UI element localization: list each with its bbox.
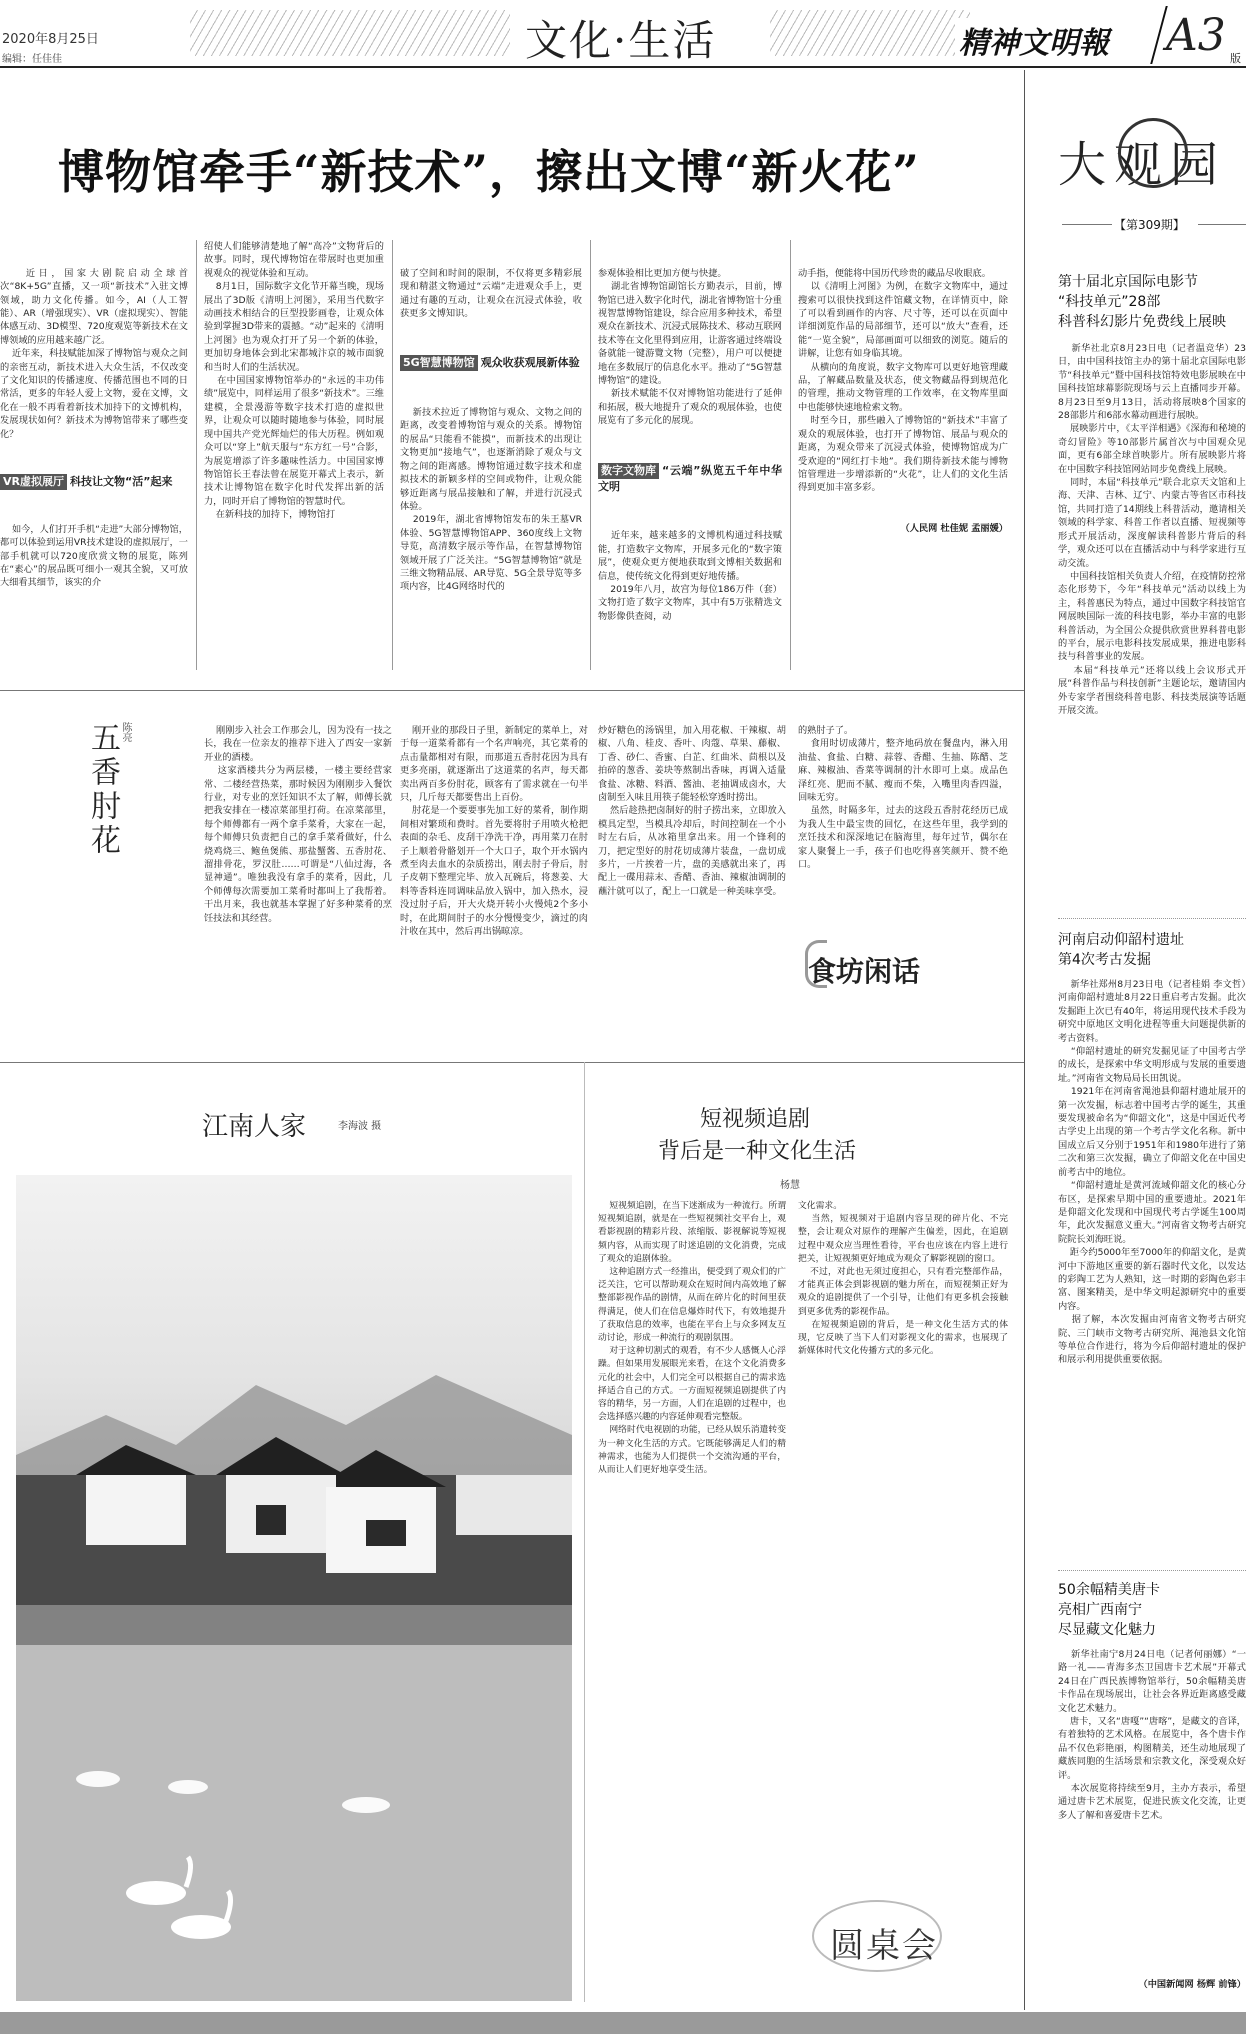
main-col-1	[0, 240, 188, 670]
sidebar-rule	[1024, 70, 1025, 2010]
subhead-text: 科技让文物“活”起来	[69, 474, 173, 488]
column-rule	[196, 240, 197, 670]
sidebar-a2-title-1: 河南启动仰韶村遗址	[1058, 932, 1184, 948]
essay-col-1: 刚刚步入社会工作那会儿，因为没有一技之长，我在一位亲友的推荐下进入了西安一家新开业的酒楼。 这家酒楼共分为两层楼，一楼主要经营家常、二楼经营热菜，那时候因为刚刚步入餐饮行业，对专业的烹饪知识不太了解，师傅长就把我安排在一楼凉菜部里打荷。在凉菜部里，每个师傅都有一两个拿手菜肴，大家在一起，每个师傅只负责把自己的拿手菜肴做好，什么烧鸡烧三、鲍鱼煲熊、那盐蟹酱、五香肘花、溜排骨花，罗汉肚……可谓是“八仙过海，各显神通”。唯独我没有拿手的菜肴，因此，几个师傅每次需要加工菜肴时都叫上了我帮着。干出月来，我也就基本掌握了好多种菜肴的烹饪技法和其经营。	[204, 725, 392, 924]
main-col-1-subhead	[0, 474, 188, 490]
sidebar-a1-title-1: 第十届北京国际电影节	[1058, 274, 1198, 290]
main-col-3-text-a: 破了空间和时间的限制，不仅将更多精彩展现和精湛文物通过“云端”走进观众手上，更通过有趣的互动，让观众在沉浸式体验，收获更多文博知识。	[400, 267, 582, 320]
sidebar-article-1	[1058, 272, 1246, 902]
essay-col-2: 刚开业的那段日子里，新制定的菜单上，对于每一道菜肴都有一个名声响亮，其它菜肴的点击量都相对有限，而那道五香肘花因为具有更多亮丽，就逐渐出了这道菜的名声，每天都卖出两百多份肘花，顾客有了需求就在一句半只，几斤每天都要售出上百份。 肘花是一个要要事先加工好的菜肴，制作期间相对繁琐和费时。首先要将肘子用喷火枪把表面的杂毛、皮刮干净洗干净，再用菜刀在肘子上顺着骨骼划开一个大口子，取个开水锅内煮至肉去血水的杂质捞出，刚去肘子骨后，肘子皮朝下整理完毕、放入瓦碗后，将葱姜、大料等香料连同调味品放入锅中，加入热水，浸没过肘子后，开大火烧开转小火慢炖2个多小时，在此期间肘子的水分慢慢变少，滴过的肉汁收在其中，然后再出锅晾凉。	[400, 725, 588, 938]
main-credit: （人民网 杜佳妮 孟丽媛）	[900, 522, 1008, 534]
roundtable-logo: 圆桌会	[830, 1926, 938, 1966]
masthead-rule	[0, 66, 1246, 68]
column-rule	[584, 1062, 585, 2002]
column-rule	[790, 240, 791, 670]
sidebar-a2-body: 新华社郑州8月23日电（记者桂娟 李文哲）河南仰韶村遗址8月22日重启考古发掘。此次发掘距上次已有40年，将运用现代技术手段为研究中原地区文明化进程等重大问题提供新的考古资料。 “仰韶村遗址的研究发掘见证了中国考古学的成长，是探索中华文明形成与发展的重要遗址。”河南省文物局局长田凯说。 1921年在河南省渑池县仰韶村遗址展开的第一次发掘，标志着中国考古学的诞生，其重要发现被命名为“仰韶文化”，这是中国近代考古学史上出现的第一个考古学文化名称。新中国成立后又分别于1951年和1980年进行了第二次和第三次发掘，确立了仰韶文化在中国史前考古中的地位。 “仰韶村遗址是黄河流域仰韶文化的核心分布区，是探索早期中国的重要遗址。2021年是仰韶文化发现和中国现代考古学诞生100周年，此次发掘意义重大。”河南省文物考古研究院院长刘海旺说。 距今约5000年至7000年的仰韶文化，是黄河中下游地区重要的新石器时代文化，以发达的彩陶工艺为人熟知，这一时期的彩陶色彩丰富、图案精美，是中华文明起源研究中的重要内容。 据了解，本次发掘由河南省文物考古研究院、三门峡市文物考古研究所、渑池县文化馆等单位合作进行，将为今后仰韶村遗址的保护和展示利用提供重要依据。	[1058, 979, 1246, 1366]
essay-title: 五香肘花	[85, 722, 120, 858]
page-number: A3	[1166, 10, 1226, 61]
subhead-text: 观众收获观展新体验	[480, 356, 580, 370]
sidebar-logo-ring	[1118, 118, 1188, 188]
issue-rule-right	[1198, 224, 1246, 225]
editor: 编辑：任佳佳	[2, 54, 62, 65]
sidebar-divider	[1058, 918, 1246, 919]
column-rule	[392, 240, 393, 670]
photo-top-rule	[0, 1062, 1025, 1063]
roundtable-title-1: 短视频追剧	[700, 1107, 811, 1132]
section-title: 文化·生活	[515, 8, 726, 68]
main-col-5-text: 动手指，便能将中国历代珍贵的藏品尽收眼底。 以《清明上河图》为例，在数字文物库中，通过搜索可以很快找到这件馆藏文物，在详情页中，除了可以看到画作的内容、尺寸等，还可以在页面中详细浏览作品的局部细节，还可以“放大”查看，还能“一览全貌”，局部画面可以细致的浏览。随后的讲解，让您有如身临其境。 从横向的角度说，数字文物库可以更好地管理藏品，了解藏品数量及状态，使文物藏品得到规范化的管理，推动文物管理的工作效率，在文物库里面中也能够快速地检索文物。 时至今日，那些融入了博物馆的“新技术”丰富了观众的观展体验，也打开了博物馆、展品与观众的距离，为观众带来了沉浸式体验，使博物馆成为广受欢迎的“网红打卡地”。我们期待新技术能与博物馆管理进一步增添新的“火花”，让人们的文化生活得到更加丰富多彩。	[798, 267, 1008, 494]
main-col-2: 绍使人们能够清楚地了解“高冷”文物背后的故事。同时，现代博物馆在带展时也更加重视观众的视觉体验和互动。 8月1日，国际数字文化节开幕当晚，现场展出了3D版《清明上河图》，采用当代数字动画技术相结合的巨型投影画卷，让观众体验到掌握3D带来的震撼。“动”起来的《清明上河图》也为观众打开了另一个新的体验，更加切身地体会到北宋都城汴京的城市面貌和当时人们的生活状况。 在中国国家博物馆举办的“永远的丰功伟绩”展览中，同样运用了很多“新技术”。三维建模，全景漫游等数字技术打造的虚拟世界，让观众可以随时随地参与体验，同时展现中国共产党光辉灿烂的伟大历程。例如观众可以“穿上”航天服与“东方红一号”合影，为展览增添了许多趣味性活力。中国国家博物馆馆长王春法曾在展览开幕式上表示，新技术让博物馆在数字化时代发挥出新的活力，同时开启了博物馆的智慧时代。 在新科技的加持下，博物馆打	[204, 241, 384, 521]
issue-rule-left	[1062, 224, 1112, 225]
sidebar-a1-title-3: 科普科幻影片免费线上展映	[1058, 314, 1226, 330]
photo-title: 江南人家	[202, 1112, 307, 1142]
essay-author: 陈亮	[120, 722, 131, 742]
roundtable-author: 杨慧	[780, 1180, 800, 1191]
sidebar-divider	[1058, 1570, 1246, 1571]
sidebar-a3-title-1: 50余幅精美唐卡	[1058, 1582, 1160, 1598]
photo-credit: 李海波 摄	[338, 1121, 382, 1132]
main-col-3-subhead	[400, 355, 582, 371]
jiangnan-photo	[16, 1175, 572, 2001]
essay-col-3: 炒好糖色的汤锅里，加入用花椒、干辣椒、胡椒、八角、桂皮、香叶、肉蔻、草果、藤椒、丁香、砂仁、香蜜、白芷、红曲米、茴根以及拍碎的葱香、姜块等熬制出香味，再调入适量食盐、冰糖、料酒、酱油、老抽调成卤水，大卤制至入味且用筷子能轻松穿透时捞出。 然后趁热把卤制好的肘子捞出来，立即放入模具定型，当模具冷却后，时间控制在一个小时左右后，从冰箱里拿出来。用一个锋利的刀，把定型好的肘花切成薄片装盘，一盘切成多片，一片挨着一片，盘的美感就出来了，再配上一碟用蒜末、香醋、香油、辣椒油调制的蘸汁就可以了，配上一口就是一种美味享受。	[598, 725, 786, 897]
sidebar-article-2	[1058, 930, 1246, 1578]
roundtable-title-2: 背后是一种文化生活	[658, 1139, 857, 1164]
date: 2020年8月25日	[2, 32, 99, 47]
main-col-4	[598, 240, 782, 670]
column-logo-swash	[805, 940, 827, 988]
main-col-4-subhead	[598, 463, 782, 495]
subhead-tag: 数字文物库	[598, 463, 659, 479]
masthead-ornament	[190, 10, 510, 56]
page-suffix: 版	[1230, 52, 1241, 65]
sidebar-a1-title-2: “科技单元”28部	[1058, 294, 1161, 310]
sidebar-a2-title-2: 第4次考古发掘	[1058, 952, 1151, 968]
column-logo-food: 食坊闲话	[808, 955, 921, 988]
main-col-1-text-b: 如今，人们打开手机“走进”大部分博物馆，都可以体验到运用VR技术建设的虚拟展厅，一部手机就可以720度欣赏文物的展览，陈列在“素心”的展品既可细小一观其全貌，又可放大细看其细节，该实的介	[0, 523, 188, 589]
sidebar-a3-body: 新华社南宁8月24日电（记者何丽娜）“一路一礼——青海多杰卫国唐卡艺术展”开幕式24日在广西民族博物馆举行，50余幅精美唐卡作品在现场展出，让社会各界近距离感受藏文化艺术魅力。 唐卡，又名“唐嘎”“唐喀”，是藏文的音译，有着独特的艺术风格。在展览中，各个唐卡作品不仅色彩艳丽，构图精美，还生动地展现了藏族同胞的生活场景和宗教文化，深受观众好评。 本次展览将持续至9月，主办方表示，希望通过唐卡艺术展览，促进民族文化交流，让更多人了解和喜爱唐卡艺术。	[1058, 1649, 1246, 1821]
sidebar-logo: 大观园	[1058, 137, 1227, 193]
sidebar-a3-title-2: 亮相广西南宁	[1058, 1602, 1142, 1618]
main-headline: 博物馆牵手“新技术”，擦出文博“新火花”	[58, 145, 920, 199]
main-col-5	[798, 240, 1008, 670]
main-col-1-text-a: 近日，国家大剧院启动全球首次“8K+5G”直播，又一项“新技术”入驻文博领域，助力文化传播。如今，AI（人工智能）、AR（增强现实）、VR（虚拟现实）、智能体感互动、3D模型、720度观览等新技术在文博领域的应用越来越广泛。 近年来，科技赋能加深了博物馆与观众之间的亲密互动，新技术进入大众生活，不仅改变了文化知识的传播速度、传播范围也不同的日常活，更多的年轻人爱上文物，爱在文博，文化在一般不再看着新技术加持下的文博机构，发展现状如何？新技术为博物馆带来了哪些变化？	[0, 267, 188, 440]
subhead-text: “云端”纵览五千年中华文明	[598, 463, 782, 493]
sidebar-a3-credit: （中国新闻网 杨辉 前锋）	[1138, 1979, 1246, 1990]
masthead-ornament-right	[770, 10, 970, 56]
column-rule	[590, 240, 591, 670]
paper-name: 精神文明報	[955, 18, 1113, 62]
main-col-3-text-b: 新技术拉近了博物馆与观众、文物之间的距离，改变着博物馆与观众的关系。博物馆的展品“只能看不能摸”，而新技术的出现让文物更加“接地气”，也逐渐消除了观众与文物之间的距离感。博物馆通过数字技术和虚拟技术的新颖多样的空间或物件，让观众能够近距离与展品接触和了解，并进行沉浸式体验。 2019年，湖北省博物馆发布的朱王墓VR体验、5G智慧博物馆APP、360度线上文物导览，高清数字展示等作品，在智慧博物馆领域开展了广泛关注。“5G智慧博物馆”就是三维文物精品展、AR导览、5G全景导览等多项内容，比4G网络时代的	[400, 407, 582, 593]
issue-label: 【第309期】	[1114, 218, 1185, 232]
section-divider	[0, 690, 1025, 691]
footer-bar	[0, 2012, 1246, 2034]
sidebar-a1-body: 新华社北京8月23日电（记者温竞华）23日，由中国科技馆主办的第十届北京国际电影节“科技单元”暨中国科技馆特效电影展映在中国科技馆球幕影院现场与云上直播同步开幕。8月23日至9月13日，活动将展映8个国家的28部影片和6部水幕动画进行展映。 展映影片中，《太平洋相遇》《深海和秘境的奇幻冒险》等10部影片属首次与中国观众见面，更有6部全球首映影片。所有展映影片将在中国数字科技馆网站同步免费线上展映。 同时，本届“科技单元”联合北京天文馆和上海、天津、吉林、辽宁、内蒙古等省区市科技馆，共同打造了14期线上科普活动，邀请相关领域的科学家、科普工作者以直播、短视频等形式开展活动，深度解读科普影片背后的科学，观众还可以在直播活动中与科学家进行互动交流。 中国科技馆相关负责人介绍，在疫情防控常态化形势下，今年“科技单元”活动以线上为主，科普惠民为特点，通过中国数字科技馆官网展映国际一流的科技电影，举办丰富的电影科普活动，为全国公众提供欣赏世界科普电影的平台，展示电影科技发展成果，推进电影科技与科普事业的发展。 本届“科技单元”还将以线上会议形式开展“科普作品与科技创新”主题论坛，邀请国内外专家学者围绕科普电影、科技类展演等话题开展交流。	[1058, 343, 1246, 716]
sidebar-a3-title-3: 尽显藏文化魅力	[1058, 1622, 1156, 1638]
roundtable-col-2: 文化需求。 当然，短视频对于追剧内容呈现的碎片化、不完整，会让观众对原作的理解产生偏差，因此，在追剧过程中观众应当理性看待，平台也应该在内容上进行把关，让短视频更好地成为观众了解影视剧的窗口。 不过，对此也无须过度担心，只有看完整部作品，才能真正体会到影视剧的魅力所在，而短视频正好为观众的追剧提供了一个引导，让他们有更多机会接触到更多优秀的影视作品。 在短视频追剧的背后，是一种文化生活方式的体现，它反映了当下人们对影视文化的需求，也展现了新媒体时代文化传播方式的多元化。	[798, 1201, 1008, 1357]
main-col-3	[400, 240, 582, 670]
sidebar-article-3	[1058, 1580, 1246, 1991]
main-col-4-text-b: 近年来，越来越多的文博机构通过科技赋能，打造数字文物库，开展多元化的“数字策展”，使观众更方便地获取到文博相关数据和信息，使传统文化得到更好地传播。 2019年八月，故宫为每位186万件（套）文物打造了数字文物库，其中有5万张精选文物影像供查阅，动	[598, 530, 782, 622]
roundtable-col-1: 短视频追剧，在当下迷渐成为一种流行。所谓短视频追剧，就是在一些短视频社交平台上，观看影视剧的精彩片段、浓缩版、影视解说等短视频内容，从而实现了时迷追剧的文化消费，完成了观众的追剧体验。 这种追剧方式一经推出，便受到了观众们的广泛关注，它可以帮助观众在短时间内高效地了解整部影视作品的剧情，从而在碎片化的时间里获得满足，使人们在信息爆炸时代下，有效地提升了获取信息的效率，也能在平台上与众多网友互动讨论，形成一种流行的观剧氛围。 对于这种切割式的观看，有不少人感慨人心浮躁。但如果用发展眼光来看，在这个文化消费多元化的社会中，人们完全可以根据自己的需求选择适合自己的方式。一方面短视频追剧提供了内容的精华，另一方面，人们在追剧的过程中，也会选择感兴趣的内容延伸观看完整版。 网络时代电视剧的功能，已经从娱乐消遣转变为一种文化生活的方式。它既能够满足人们的精神需求，也能为人们提供一个交流沟通的平台，从而让人们更好地享受生活。	[598, 1201, 786, 1476]
subhead-tag: VR虚拟展厅	[0, 474, 67, 490]
main-col-4-text-a: 参观体验相比更加方便与快捷。 湖北省博物馆副馆长方勤表示，目前，博物馆已进入数字化时代，湖北省博物馆十分重视智慧博物馆建设，综合应用多种技术，希望观众在新技术、沉浸式展陈技术、移动互联网技术等在文化里得到应用，让游客通过终端设备就能一键游覽文物（完整），用户可以便捷地在多数展厅的信息化水平。推动了“5G智慧博物馆”的建设。 新技术赋能不仅对博物馆功能进行了延伸和拓展，极大地提升了观众的观展体验，也使展览有了多元化的展现。	[598, 267, 782, 427]
masthead	[0, 0, 1246, 70]
photo-artwork	[16, 1175, 572, 2001]
essay-col-4: 的熟肘子了。 食用时切成薄片，整齐地码放在餐盘内，淋入用油盐、食盐、白糖、蒜蓉、香醋、生抽、陈醋、芝麻、辣椒油、香菜等调制的汁水即可上桌。成品色泽红亮、肥而不腻、瘦而不柴，入嘴里肉香四溢，回味无穷。 虽然，时隔多年，过去的这段五香肘花经历已成为我人生中最宝贵的回忆，在这些年里，我学到的烹饪技术和深深地记在脑海里，每年过节，偶尔在家人聚餐上一手，孩子们也吃得喜笑颜开、赞不绝口。	[798, 725, 1008, 871]
subhead-tag: 5G智慧博物馆	[400, 355, 478, 371]
